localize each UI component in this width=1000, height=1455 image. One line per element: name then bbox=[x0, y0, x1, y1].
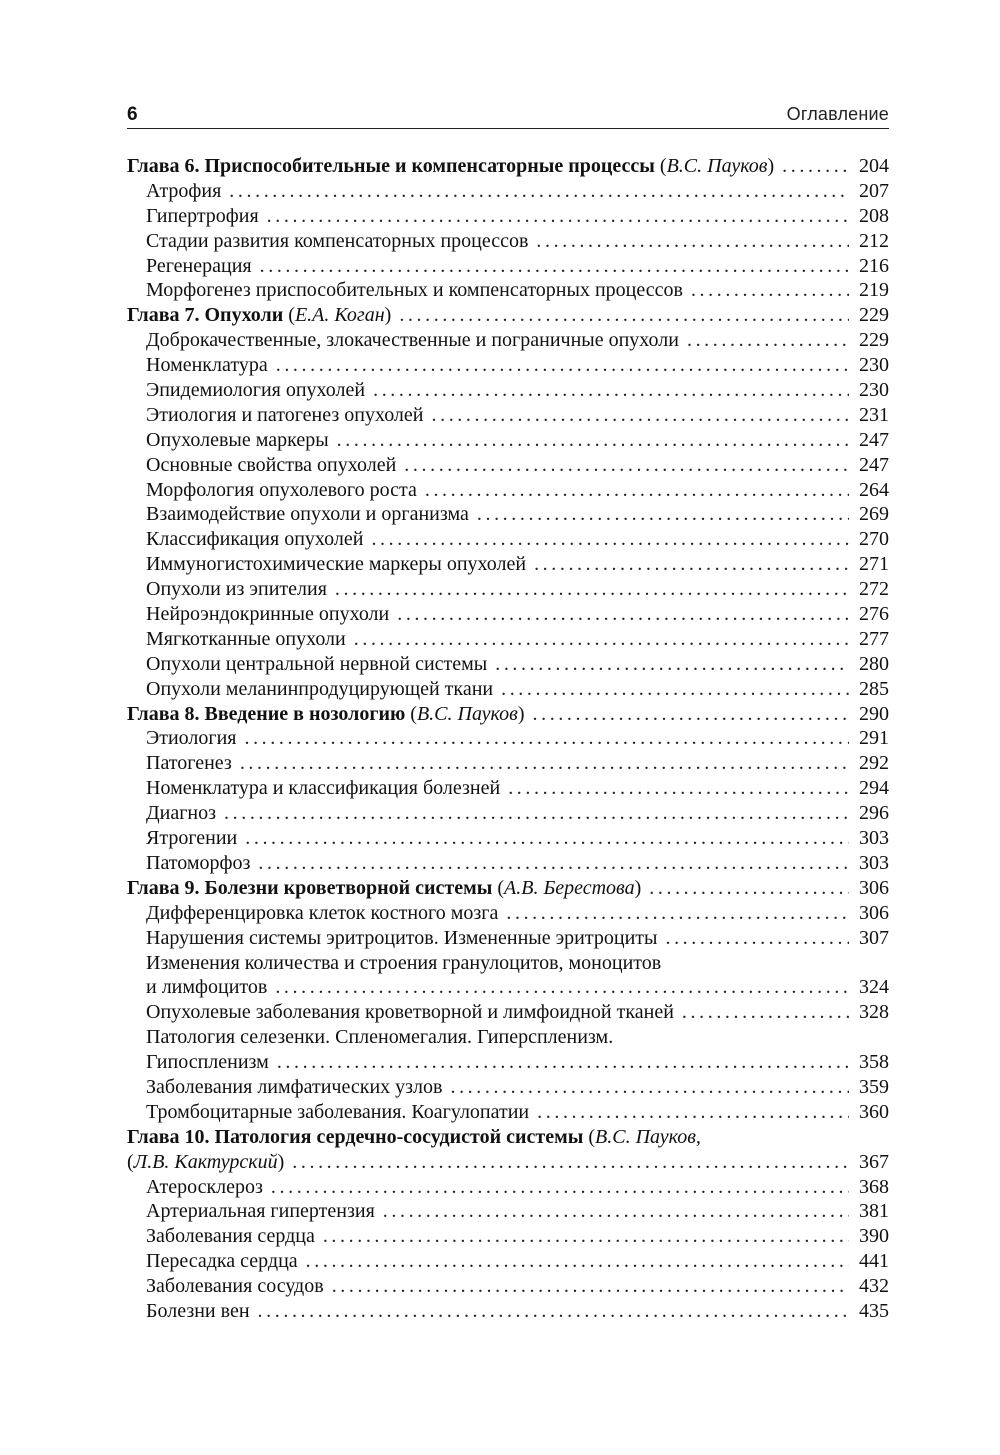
running-title: Оглавление bbox=[786, 104, 889, 124]
dot-leader bbox=[245, 826, 849, 851]
toc-entry-title: Этиология и патогенез опухолей bbox=[146, 403, 424, 426]
toc-page-number: 276 bbox=[859, 603, 889, 626]
dot-leader bbox=[450, 1075, 849, 1100]
toc-page-number: 277 bbox=[859, 627, 889, 650]
toc-page-number: 231 bbox=[859, 403, 889, 426]
table-of-contents bbox=[127, 154, 889, 1324]
toc-page-number: 290 bbox=[859, 702, 889, 725]
toc-entry[interactable] bbox=[127, 527, 889, 552]
dot-leader bbox=[267, 204, 849, 229]
page-number: 6 bbox=[127, 104, 138, 125]
toc-entry-title: Морфология опухолевого роста bbox=[146, 478, 417, 501]
toc-entry-title: Ятрогении bbox=[146, 827, 238, 850]
chapter-title: Глава 7. Опухоли bbox=[127, 304, 284, 327]
dot-leader bbox=[275, 975, 849, 1000]
toc-entry-title: Патология селезенки. Спленомегалия. Гиперспленизм. bbox=[146, 1026, 614, 1049]
dot-leader bbox=[501, 677, 849, 702]
toc-page-number: 435 bbox=[859, 1299, 889, 1322]
toc-entry-title: Артериальная гипертензия bbox=[146, 1200, 375, 1223]
toc-page-number: 271 bbox=[859, 553, 889, 576]
toc-entry[interactable] bbox=[127, 851, 889, 876]
toc-page-number: 390 bbox=[859, 1225, 889, 1248]
dot-leader bbox=[508, 776, 849, 801]
toc-entry-title: Болезни вен bbox=[146, 1299, 250, 1322]
dot-leader bbox=[383, 1199, 849, 1224]
toc-entry-title: Заболевания сердца bbox=[146, 1225, 315, 1248]
dot-leader bbox=[258, 1299, 849, 1324]
toc-entry-title: Изменения количества и строения гранулоцитов, моноцитов bbox=[146, 951, 662, 974]
toc-entry-title: Глава 8. Введение в нозологию (В.С. Пауков) bbox=[127, 702, 525, 725]
toc-entry-title: Нейроэндокринные опухоли bbox=[146, 603, 390, 626]
toc-entry-title: Гипоспленизм bbox=[146, 1051, 269, 1074]
toc-entry-title: Номенклатура bbox=[146, 354, 268, 377]
toc-entry[interactable] bbox=[127, 478, 889, 503]
dot-leader bbox=[337, 428, 849, 453]
toc-entry[interactable] bbox=[127, 353, 889, 378]
toc-entry[interactable] bbox=[127, 801, 889, 826]
toc-page-number: 219 bbox=[859, 279, 889, 302]
toc-page-number: 306 bbox=[859, 901, 889, 924]
toc-page-number: 207 bbox=[859, 179, 889, 202]
toc-page-number: 229 bbox=[859, 304, 889, 327]
toc-entry-title: Тромбоцитарные заболевания. Коагулопатии bbox=[146, 1100, 530, 1123]
dot-leader bbox=[332, 1274, 849, 1299]
dot-leader bbox=[306, 1249, 849, 1274]
toc-entry[interactable] bbox=[127, 726, 889, 751]
toc-entry[interactable] bbox=[127, 1100, 889, 1125]
toc-page-number: 270 bbox=[859, 528, 889, 551]
toc-entry-title: Гипертрофия bbox=[146, 204, 259, 227]
dot-leader bbox=[399, 303, 849, 328]
toc-entry-title: Этиология bbox=[146, 727, 237, 750]
toc-page-number: 230 bbox=[859, 354, 889, 377]
toc-page-number: 359 bbox=[859, 1075, 889, 1098]
toc-chapter-entry[interactable] bbox=[127, 303, 889, 328]
toc-entry-title: Мягкотканные опухоли bbox=[146, 627, 346, 650]
dot-leader bbox=[665, 926, 849, 951]
dot-leader bbox=[271, 1175, 849, 1200]
toc-entry-title: Морфогенез приспособительных и компенсаторных процессов bbox=[146, 279, 683, 302]
toc-entry-title: Стадии развития компенсаторных процессов bbox=[146, 229, 529, 252]
toc-page-number: 272 bbox=[859, 578, 889, 601]
chapter-title: Глава 10. Патология сердечно-сосудистой системы bbox=[127, 1125, 584, 1148]
toc-entry-title: Основные свойства опухолей bbox=[146, 453, 397, 476]
dot-leader bbox=[537, 1100, 849, 1125]
dot-leader bbox=[404, 453, 849, 478]
toc-page-number: 324 bbox=[859, 976, 889, 999]
toc-entry-title: Глава 6. Приспособительные и компенсаторные процессы (В.С. Пауков) bbox=[127, 155, 775, 177]
dot-leader bbox=[495, 652, 849, 677]
toc-entry-title: и лимфоцитов bbox=[146, 976, 268, 999]
toc-chapter-entry[interactable] bbox=[127, 1125, 889, 1150]
dot-leader bbox=[354, 627, 849, 652]
toc-page-number: 432 bbox=[859, 1275, 889, 1298]
toc-page-number: 381 bbox=[859, 1200, 889, 1223]
dot-leader bbox=[240, 751, 849, 776]
toc-entry[interactable] bbox=[127, 1000, 889, 1025]
chapter-author: Е.А. Коган bbox=[294, 304, 385, 327]
toc-entry[interactable] bbox=[127, 826, 889, 851]
toc-entry[interactable] bbox=[127, 1075, 889, 1100]
toc-entry[interactable] bbox=[127, 1199, 889, 1224]
dot-leader bbox=[335, 577, 849, 602]
toc-chapter-entry[interactable] bbox=[127, 154, 889, 179]
dot-leader bbox=[534, 552, 849, 577]
toc-page-number: 306 bbox=[859, 876, 889, 899]
toc-page-number: 303 bbox=[859, 827, 889, 850]
dot-leader bbox=[533, 702, 850, 727]
toc-entry[interactable] bbox=[127, 1050, 889, 1075]
toc-entry[interactable] bbox=[127, 278, 889, 303]
toc-entry[interactable] bbox=[127, 229, 889, 254]
toc-entry[interactable] bbox=[127, 1274, 889, 1299]
chapter-title: Глава 6. Приспособительные и компенсаторные процессы bbox=[127, 155, 655, 177]
toc-entry-title: Дифференцировка клеток костного мозга bbox=[146, 901, 499, 924]
toc-chapter-entry[interactable] bbox=[127, 702, 889, 727]
toc-entry-title: Атрофия bbox=[146, 179, 222, 202]
toc-entry[interactable] bbox=[127, 179, 889, 204]
dot-leader bbox=[536, 229, 849, 254]
dot-leader bbox=[691, 278, 849, 303]
dot-leader bbox=[432, 403, 850, 428]
toc-entry[interactable] bbox=[127, 328, 889, 353]
toc-entry[interactable] bbox=[127, 751, 889, 776]
toc-page-number: 360 bbox=[859, 1100, 889, 1123]
dot-leader bbox=[260, 254, 849, 279]
chapter-author: А.В. Берестова bbox=[504, 876, 635, 899]
toc-entry[interactable] bbox=[127, 378, 889, 403]
toc-entry[interactable] bbox=[127, 975, 889, 1000]
toc-entry-title: Диагноз bbox=[146, 802, 217, 825]
dot-leader bbox=[258, 851, 849, 876]
toc-chapter-entry[interactable] bbox=[127, 876, 889, 901]
toc-entry-title: Патогенез bbox=[146, 752, 232, 775]
toc-page-number: 247 bbox=[859, 428, 889, 451]
toc-page-number: 303 bbox=[859, 851, 889, 874]
toc-page-number: 212 bbox=[859, 229, 889, 252]
toc-page-number: 264 bbox=[859, 478, 889, 501]
chapter-title: Глава 8. Введение в нозологию bbox=[127, 702, 406, 725]
toc-page-number: 208 bbox=[859, 204, 889, 227]
toc-page-number: 216 bbox=[859, 254, 889, 277]
toc-entry-title: Опухолевые заболевания кроветворной и лимфоидной тканей bbox=[146, 1001, 674, 1024]
toc-entry-title: Регенерация bbox=[146, 254, 252, 277]
toc-entry-title: Патоморфоз bbox=[146, 851, 251, 874]
toc-entry-title: (Л.В. Кактурский) bbox=[127, 1150, 285, 1173]
toc-entry[interactable] bbox=[127, 951, 889, 976]
toc-page-number: 269 bbox=[859, 503, 889, 526]
dot-leader bbox=[244, 726, 849, 751]
toc-entry[interactable] bbox=[127, 1249, 889, 1274]
toc-page-number: 296 bbox=[859, 802, 889, 825]
toc-page-number: 229 bbox=[859, 329, 889, 352]
chapter-author: Л.В. Кактурский bbox=[133, 1150, 278, 1173]
toc-page-number: 247 bbox=[859, 453, 889, 476]
toc-entry[interactable] bbox=[127, 428, 889, 453]
toc-entry[interactable] bbox=[127, 1025, 889, 1050]
dot-leader bbox=[224, 801, 849, 826]
toc-page-number: 204 bbox=[859, 155, 889, 177]
toc-entry-title: Доброкачественные, злокачественные и пограничные опухоли bbox=[146, 329, 679, 352]
dot-leader bbox=[782, 154, 849, 179]
chapter-title: Глава 9. Болезни кроветворной системы bbox=[127, 876, 493, 899]
dot-leader bbox=[292, 1150, 849, 1175]
toc-entry-title: Взаимодействие опухоли и организма bbox=[146, 503, 469, 526]
toc-entry-title: Заболевания сосудов bbox=[146, 1275, 324, 1298]
toc-entry-title: Иммуногистохимические маркеры опухолей bbox=[146, 553, 527, 576]
chapter-author: В.С. Пауков bbox=[416, 702, 518, 725]
toc-entry[interactable] bbox=[127, 403, 889, 428]
toc-entry-title: Атеросклероз bbox=[146, 1175, 263, 1198]
toc-page-number: 285 bbox=[859, 677, 889, 700]
chapter-author: В.С. Пауков, bbox=[595, 1125, 701, 1148]
toc-entry[interactable] bbox=[127, 652, 889, 677]
toc-page-number: 367 bbox=[859, 1150, 889, 1173]
dot-leader bbox=[397, 602, 849, 627]
dot-leader bbox=[477, 502, 849, 527]
toc-entry[interactable] bbox=[127, 901, 889, 926]
toc-page-number: 230 bbox=[859, 379, 889, 402]
toc-entry-title: Номенклатура и классификация болезней bbox=[146, 777, 501, 800]
toc-entry-title: Эпидемиология опухолей bbox=[146, 379, 366, 402]
toc-entry[interactable] bbox=[127, 552, 889, 577]
dot-leader bbox=[373, 378, 849, 403]
toc-page-number: 368 bbox=[859, 1175, 889, 1198]
toc-page-number: 280 bbox=[859, 652, 889, 675]
toc-page-number: 294 bbox=[859, 777, 889, 800]
toc-page-number: 328 bbox=[859, 1001, 889, 1024]
toc-entry-title: Глава 10. Патология сердечно-сосудистой системы (В.С. Пауков, bbox=[127, 1125, 701, 1148]
toc-entry[interactable] bbox=[127, 602, 889, 627]
toc-entry[interactable] bbox=[127, 453, 889, 478]
toc-entry-title: Глава 9. Болезни кроветворной системы (А.В. Берестова) bbox=[127, 876, 642, 899]
toc-entry[interactable] bbox=[127, 204, 889, 229]
toc-entry[interactable] bbox=[127, 1175, 889, 1200]
dot-leader bbox=[682, 1000, 849, 1025]
toc-page-number: 441 bbox=[859, 1250, 889, 1273]
dot-leader bbox=[425, 478, 849, 503]
dot-leader bbox=[371, 527, 849, 552]
toc-entry[interactable] bbox=[127, 502, 889, 527]
toc-entry-title: Опухоли центральной нервной системы bbox=[146, 652, 488, 675]
toc-page-number: 291 bbox=[859, 727, 889, 750]
toc-entry-title: Пересадка сердца bbox=[146, 1250, 298, 1273]
toc-entry[interactable] bbox=[127, 776, 889, 801]
toc-entry-title: Классификация опухолей bbox=[146, 528, 364, 551]
dot-leader bbox=[276, 353, 849, 378]
page-header bbox=[127, 102, 889, 129]
toc-entry[interactable] bbox=[127, 1224, 889, 1249]
toc-page-number: 307 bbox=[859, 926, 889, 949]
toc-entry-title: Опухолевые маркеры bbox=[146, 428, 329, 451]
toc-entry[interactable] bbox=[127, 677, 889, 702]
dot-leader bbox=[506, 901, 849, 926]
toc-entry-title: Глава 7. Опухоли (Е.А. Коган) bbox=[127, 304, 392, 327]
dot-leader bbox=[649, 876, 849, 901]
toc-entry-title: Опухоли из эпителия bbox=[146, 578, 327, 601]
toc-page-number: 358 bbox=[859, 1051, 889, 1074]
dot-leader bbox=[229, 179, 849, 204]
toc-page-number: 292 bbox=[859, 752, 889, 775]
chapter-author: В.С. Пауков bbox=[666, 155, 768, 177]
toc-entry[interactable] bbox=[127, 1299, 889, 1324]
toc-entry[interactable] bbox=[127, 254, 889, 279]
dot-leader bbox=[323, 1224, 849, 1249]
toc-entry[interactable] bbox=[127, 577, 889, 602]
dot-leader bbox=[277, 1050, 849, 1075]
toc-entry-title: Заболевания лимфатических узлов bbox=[146, 1075, 443, 1098]
toc-entry[interactable] bbox=[127, 926, 889, 951]
dot-leader bbox=[687, 328, 849, 353]
toc-entry-title: Опухоли меланинпродуцирующей ткани bbox=[146, 677, 494, 700]
toc-entry-title: Нарушения системы эритроцитов. Измененные эритроциты bbox=[146, 926, 658, 949]
toc-entry[interactable] bbox=[127, 1150, 889, 1175]
toc-entry[interactable] bbox=[127, 627, 889, 652]
